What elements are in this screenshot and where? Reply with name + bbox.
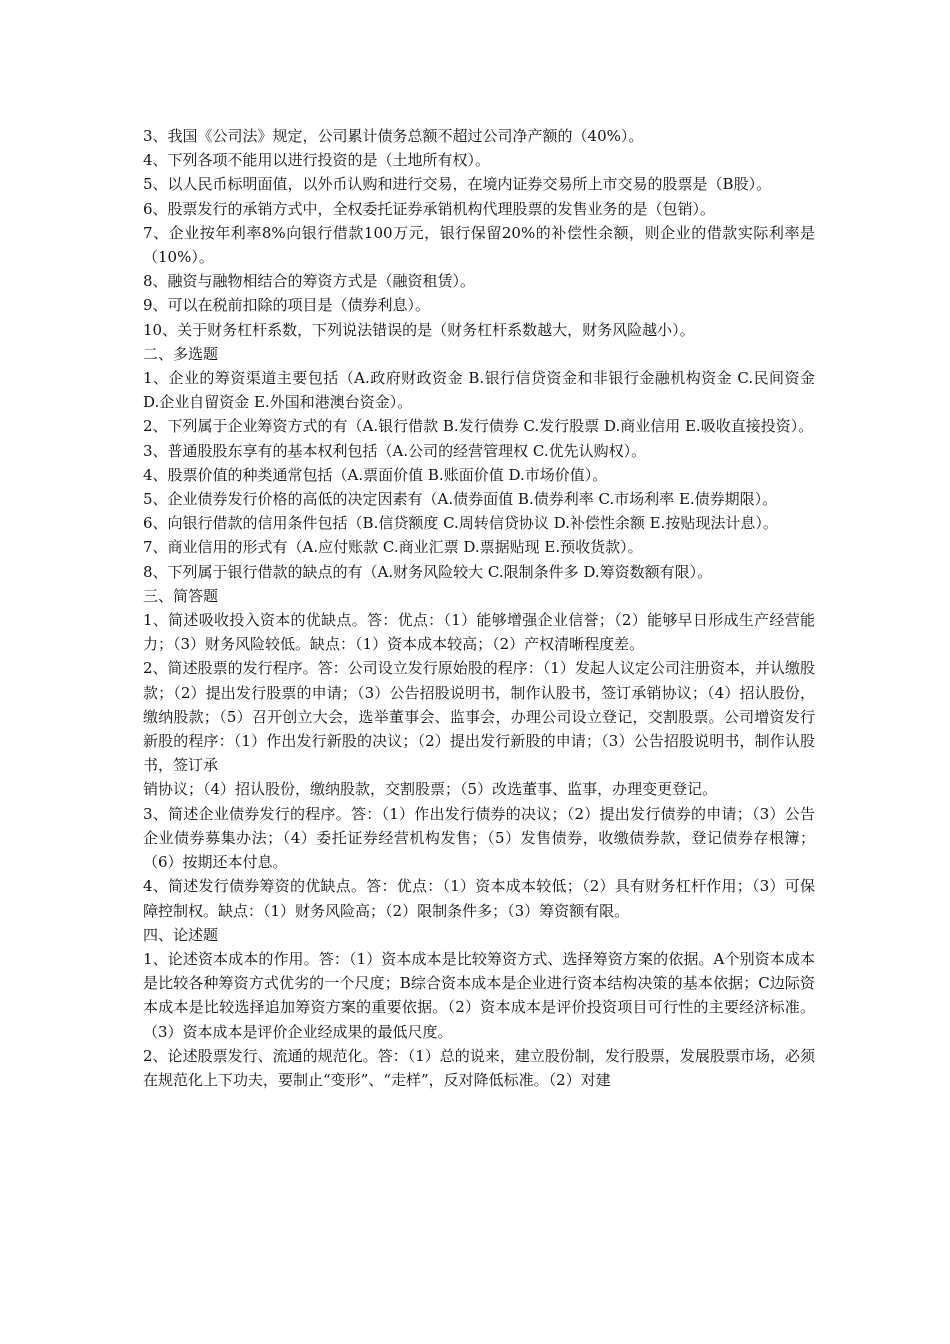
multi-question-2: 2、下列属于企业筹资方式的有（A.银行借款 B.发行债券 C.发行股票 D.商业信用 E.吸收直接投资）。 xyxy=(143,417,814,436)
question-4: 4、下列各项不能用以进行投资的是（土地所有权）。 xyxy=(143,151,491,170)
short-answer-2-continued: 销协议；（4）招认股份，缴纳股款，交割股票；（5）改选董事、监事，办理变更登记。 xyxy=(143,780,718,799)
multi-question-5: 5、企业债券发行价格的高低的决定因素有（A.债券面值 B.债券利率 C.市场利率 E.债券期限）。 xyxy=(143,490,778,509)
question-8: 8、融资与融物相结合的筹资方式是（融资租赁）。 xyxy=(143,272,476,291)
essay-question-2: 2、论述股票发行、流通的规范化。答：（1）总的说来，建立股份制，发行股票，发展股票市场，必须在规范化上下功夫，要制止“变形”、“走样”，反对降低标准。（2）对建 xyxy=(143,1046,815,1089)
short-answer-1: 1、简述吸收投入资本的优缺点。答：优点：（1）能够增强企业信誉；（2）能够早日形成生产经营能力；（3）财务风险较低。缺点：（1）资本成本较高；（2）产权清晰程度差。 xyxy=(143,611,815,654)
multi-question-3: 3、普通股股东享有的基本权利包括（A.公司的经营管理权 C.优先认购权）。 xyxy=(143,441,647,460)
question-5: 5、以人民币标明面值，以外币认购和进行交易，在境内证券交易所上市交易的股票是（B股）。 xyxy=(143,175,772,194)
section-heading-multiple-choice: 二、多选题 xyxy=(143,344,219,363)
section-heading-essay: 四、论述题 xyxy=(143,925,219,944)
essay-question-1: 1、论述资本成本的作用。答：（1）资本成本是比较筹资方式、选择筹资方案的依据。A个别资本成本是比较各种筹资方式优劣的一个尺度；B综合资本成本是企业进行资本结构决策的基本依据；C边际资本成本是比较选择追加筹资方案的重要依据。（2）资本成本是评价投资项目可行性的主要经济标准。（3）资本成本是评价企业经成果的最低尺度。 xyxy=(143,949,815,1041)
question-6: 6、股票发行的承销方式中，全权委托证券承销机构代理股票的发售业务的是（包销）。 xyxy=(143,199,716,218)
short-answer-2: 2、简述股票的发行程序。答：公司设立发行原始股的程序：（1）发起人议定公司注册资本，并认缴股款；（2）提出发行股票的申请；（3）公告招股说明书，制作认股书，签订承销协议；（4）招认股份，缴纳股款；（5）召开创立大会，选举董事会、监事会，办理公司设立登记，交割股票。公司增资发行新股的程序：（1）作出发行新股的决议；（2）提出发行新股的申请；（3）公告招股说明书，制作认股书，签订承 xyxy=(143,659,815,775)
document-body xyxy=(143,124,815,1092)
question-7: 7、企业按年利率8%向银行借款100万元，银行保留20%的补偿性余额，则企业的借款实际利率是（10%）。 xyxy=(143,223,815,267)
question-3: 3、我国《公司法》规定，公司累计债务总额不超过公司净产额的（40%）。 xyxy=(143,127,644,145)
multi-question-7: 7、商业信用的形式有（A.应付账款 C.商业汇票 D.票据贴现 E.预收货款）。 xyxy=(143,538,643,557)
short-answer-3: 3、简述企业债券发行的程序。答：（1）作出发行债券的决议；（2）提出发行债券的申请；（3）公告企业债券募集办法；（4）委托证券经营机构发售；（5）发售债券，收缴债券款，登记债券存根簿；（6）按期还本付息。 xyxy=(143,804,815,872)
section-heading-short-answer: 三、简答题 xyxy=(143,586,219,605)
multi-question-1: 1、企业的筹资渠道主要包括（A.政府财政资金 B.银行信贷资金和非银行金融机构资金 C.民间资金 D.企业自留资金 E.外国和港澳台资金）。 xyxy=(143,369,815,412)
multi-question-4: 4、股票价值的种类通常包括（A.票面价值 B.账面价值 D.市场价值）。 xyxy=(143,465,608,484)
question-9: 9、可以在税前扣除的项目是（债券利息）。 xyxy=(143,296,431,315)
multi-question-6: 6、向银行借款的信用条件包括（B.信贷额度 C.周转信贷协议 D.补偿性余额 E.按贴现法计息）。 xyxy=(143,514,778,533)
multi-question-8: 8、下列属于银行借款的缺点的有（A.财务风险较大 C.限制条件多 D.筹资数额有限）。 xyxy=(143,562,713,581)
question-10: 10、关于财务杠杆系数，下列说法错误的是（财务杠杆系数越大，财务风险越小）。 xyxy=(143,320,695,339)
short-answer-4: 4、简述发行债券筹资的优缺点。答：优点：（1）资本成本较低；（2）具有财务杠杆作用；（3）可保障控制权。缺点：（1）财务风险高；（2）限制条件多；（3）筹资额有限。 xyxy=(143,877,815,920)
